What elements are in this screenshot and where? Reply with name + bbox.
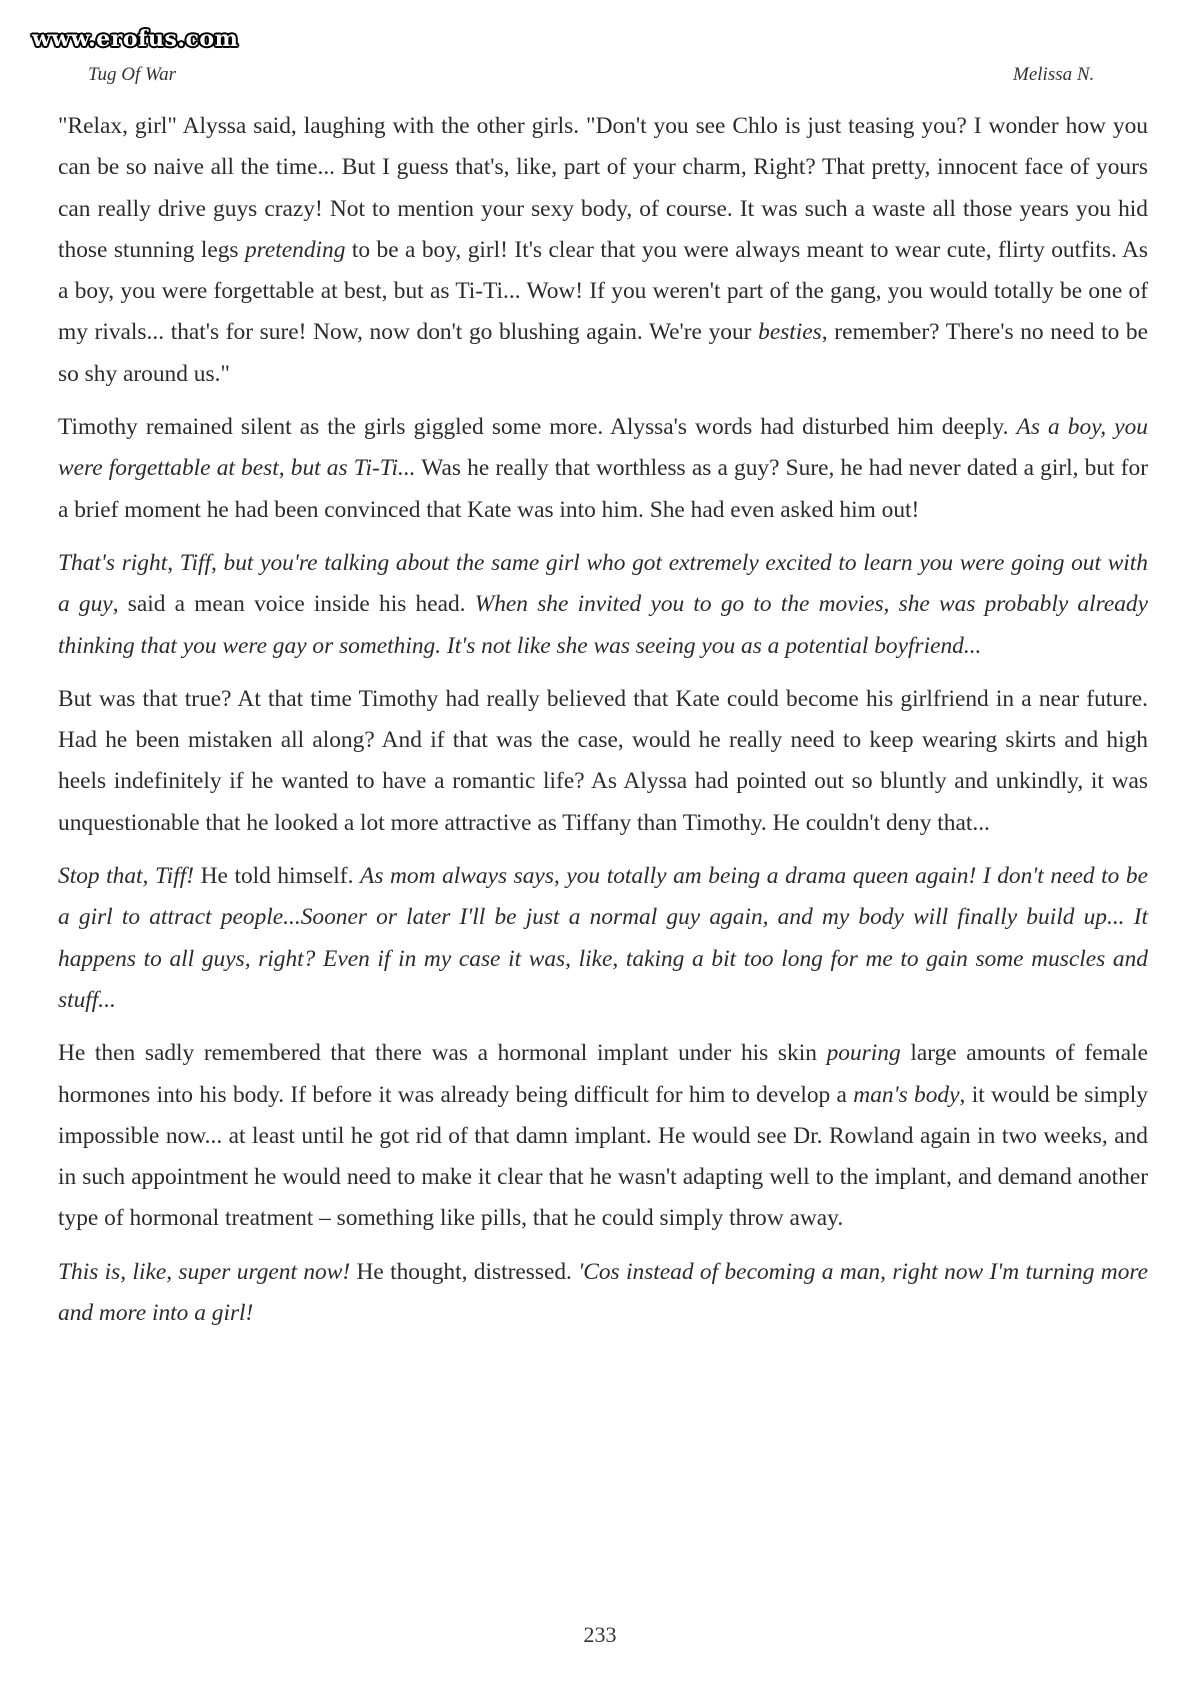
text-run: Timothy remained silent as the girls giggled some more. Alyssa's words had disturbed him deeply. xyxy=(58,414,1017,441)
body-text xyxy=(58,106,1148,1346)
text-run: , said a mean voice inside his head. xyxy=(112,591,475,618)
italic-text: pretending xyxy=(244,236,346,263)
paragraph xyxy=(58,1252,1148,1335)
italic-text: That's right, Tiff, but you're talking about the same girl who got extremely excited to learn you were going out with a guy xyxy=(58,549,1148,618)
paragraph xyxy=(58,543,1148,667)
page-number: 233 xyxy=(583,1622,617,1647)
text-run: large amounts of female hormones into his body. If before it was already being difficult for him to develop a xyxy=(58,1040,1149,1108)
paragraph xyxy=(58,106,1148,395)
running-header-title: Tug Of War xyxy=(88,64,176,85)
text-run: He thought, distressed. xyxy=(350,1258,579,1285)
italic-text: As mom always says, you totally am being a drama queen again! I don't need to be a girl to attract people...Sooner or later I'll be just a normal guy again, and my body will finally build up... It happens to all guys, right? Even if in my case it was, like, taking a bit too long for me to gain some muscles and stuff... xyxy=(58,863,1148,1013)
paragraph xyxy=(58,679,1148,844)
text-run: , it would be simply impossible now... at least until he got rid of that damn implant. He would see Dr. Rowland again in two weeks, and in such appointment he would need to make it clear that he wasn't adapting well to the implant, and demand another type of hormonal treatment – something like pills, that he could simply throw away. xyxy=(58,1081,1148,1232)
running-header-author: Melissa N. xyxy=(1013,64,1095,85)
italic-text: man's body xyxy=(853,1081,960,1108)
paragraph xyxy=(58,407,1148,531)
text-run: Was he really that worthless as a guy? Sure, he had never dated a girl, but for a brief moment he had been convinced that Kate was into him. She had even asked him out! xyxy=(58,455,1148,523)
italic-text: Stop that, Tiff! xyxy=(58,863,194,890)
text-run: "Relax, girl" Alyssa said, laughing with the other girls. "Don't you see Chlo is just teasing you? I wonder how you can be so naive all the time... But I guess that's, like, part of your charm, Right? That pretty, innocent face of yours can really drive guys crazy! Not to mention your sexy body, of course. It was such a waste all those years you hid those stunning legs xyxy=(58,113,1148,263)
text-run: But was that true? At that time Timothy had really believed that Kate could become his girlfriend in a near future. Had he been mistaken all along? And if that was the case, would he really need to keep wearing skirts and high heels indefinitely if he wanted to have a romantic life? As Alyssa had pointed out so bluntly and unkindly, it was unquestionable that he looked a lot more attractive as Tiffany than Timothy. He couldn't deny that... xyxy=(58,685,1148,836)
italic-text: This is, like, super urgent now! xyxy=(58,1258,351,1285)
italic-text: 'Cos instead of becoming a man, right now I'm turning more and more into a girl! xyxy=(58,1258,1149,1327)
paragraph xyxy=(58,856,1148,1021)
text-run: to be a boy, girl! It's clear that you were always meant to wear cute, flirty outfits. As a boy, you were forgettable at best, but as Ti-Ti... Wow! If you weren't part of the gang, you would totally be one of my rivals... that's for sure! Now, now don't go blushing again. We're your xyxy=(58,236,1148,346)
text-run: , remember? There's no need to be so shy around us." xyxy=(58,319,1149,387)
italic-text: As a boy, you were forgettable at best, but as Ti-Ti... xyxy=(58,414,1148,482)
italic-text: besties xyxy=(758,319,822,346)
paragraph xyxy=(58,1033,1148,1239)
italic-text: pouring xyxy=(826,1040,901,1067)
italic-text: When she invited you to go to the movies, she was probably already thinking that you were gay or something. It's not like she was seeing you as a potential boyfriend... xyxy=(58,591,1148,659)
text-run: He then sadly remembered that there was a hormonal implant under his skin xyxy=(58,1040,827,1067)
text-run: He told himself. xyxy=(194,863,361,890)
site-watermark: www.erofus.com xyxy=(32,26,239,52)
